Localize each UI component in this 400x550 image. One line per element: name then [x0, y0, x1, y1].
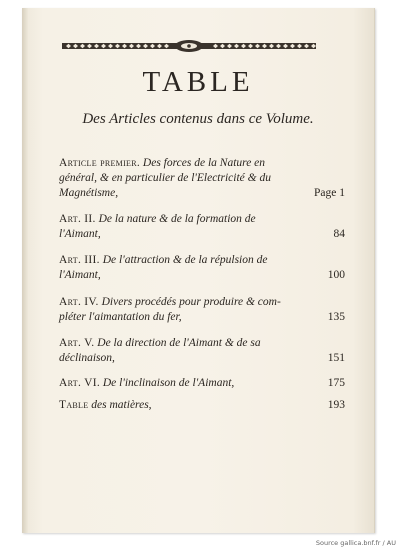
- toc-entry-2-line-1: [59, 212, 345, 227]
- book-page: [22, 8, 375, 533]
- toc-entry-text: De l'inclinaison de l'Aimant,: [102, 377, 235, 389]
- toc-entry-label: Art. II.: [59, 213, 96, 225]
- toc-entry-1-line-1: [59, 156, 345, 171]
- toc-entry-text: l'Aimant,: [59, 228, 101, 240]
- toc-entry-text: De la direction de l'Aimant & de sa: [97, 337, 261, 349]
- toc-page-number: 193: [327, 399, 345, 411]
- toc-page-number: Page 1: [314, 187, 345, 199]
- toc-entry-label: Art. IV.: [59, 296, 99, 308]
- decorative-ornament-band: [62, 40, 316, 52]
- toc-page-number: 100: [327, 269, 345, 281]
- source-credit: Source gallica.bnf.fr / AU: [315, 539, 396, 547]
- toc-entry-label: Art. VI.: [59, 377, 100, 389]
- toc-entry-text: l'Aimant,: [59, 269, 101, 281]
- toc-entry-3-line-1: [59, 253, 345, 268]
- toc-entry-label: Art. III.: [59, 254, 100, 266]
- toc-entry-text: De la nature & de la formation de: [98, 213, 256, 225]
- page-title: TABLE: [142, 66, 254, 98]
- toc-entry-text: général, & en particulier de l'Electricité & du: [59, 172, 271, 184]
- page-subtitle: Des Articles contenus dans ce Volume.: [82, 111, 314, 127]
- toc-entry-5-line-2: [59, 351, 345, 366]
- toc-entry-4-line-2: [59, 310, 345, 325]
- toc-page-number: 135: [327, 311, 345, 323]
- toc-entry-text: pléter l'aimantation du fer,: [59, 311, 182, 323]
- toc-entry-text: Divers procédés pour produire & com-: [101, 296, 281, 308]
- toc-entry-4-line-1: [59, 295, 345, 310]
- toc-entry-text: De l'attraction & de la répulsion de: [102, 254, 268, 266]
- toc-entry-text: Magnétisme,: [59, 187, 119, 199]
- toc-page-number: 151: [327, 352, 345, 364]
- toc-entry-7-line-1: [59, 398, 345, 413]
- toc-entry-label: Table: [59, 399, 89, 411]
- toc-page-number: 175: [327, 377, 345, 389]
- toc-entry-1-line-2: [59, 171, 345, 186]
- toc-entry-2-line-2: [59, 227, 345, 242]
- toc-entry-1-line-3: [59, 186, 345, 201]
- toc-entry-text: Des forces de la Nature en: [142, 157, 266, 169]
- toc-entry-5-line-1: [59, 336, 345, 351]
- toc-entry-text: des matières,: [91, 399, 152, 411]
- toc-page-number: 84: [333, 228, 345, 240]
- toc-entry-label: Article premier.: [59, 157, 141, 169]
- toc-entry-label: Art. V.: [59, 337, 95, 349]
- toc-entry-6-line-1: [59, 376, 345, 391]
- toc-entry-3-line-2: [59, 268, 345, 283]
- toc-entry-text: déclinaison,: [59, 352, 115, 364]
